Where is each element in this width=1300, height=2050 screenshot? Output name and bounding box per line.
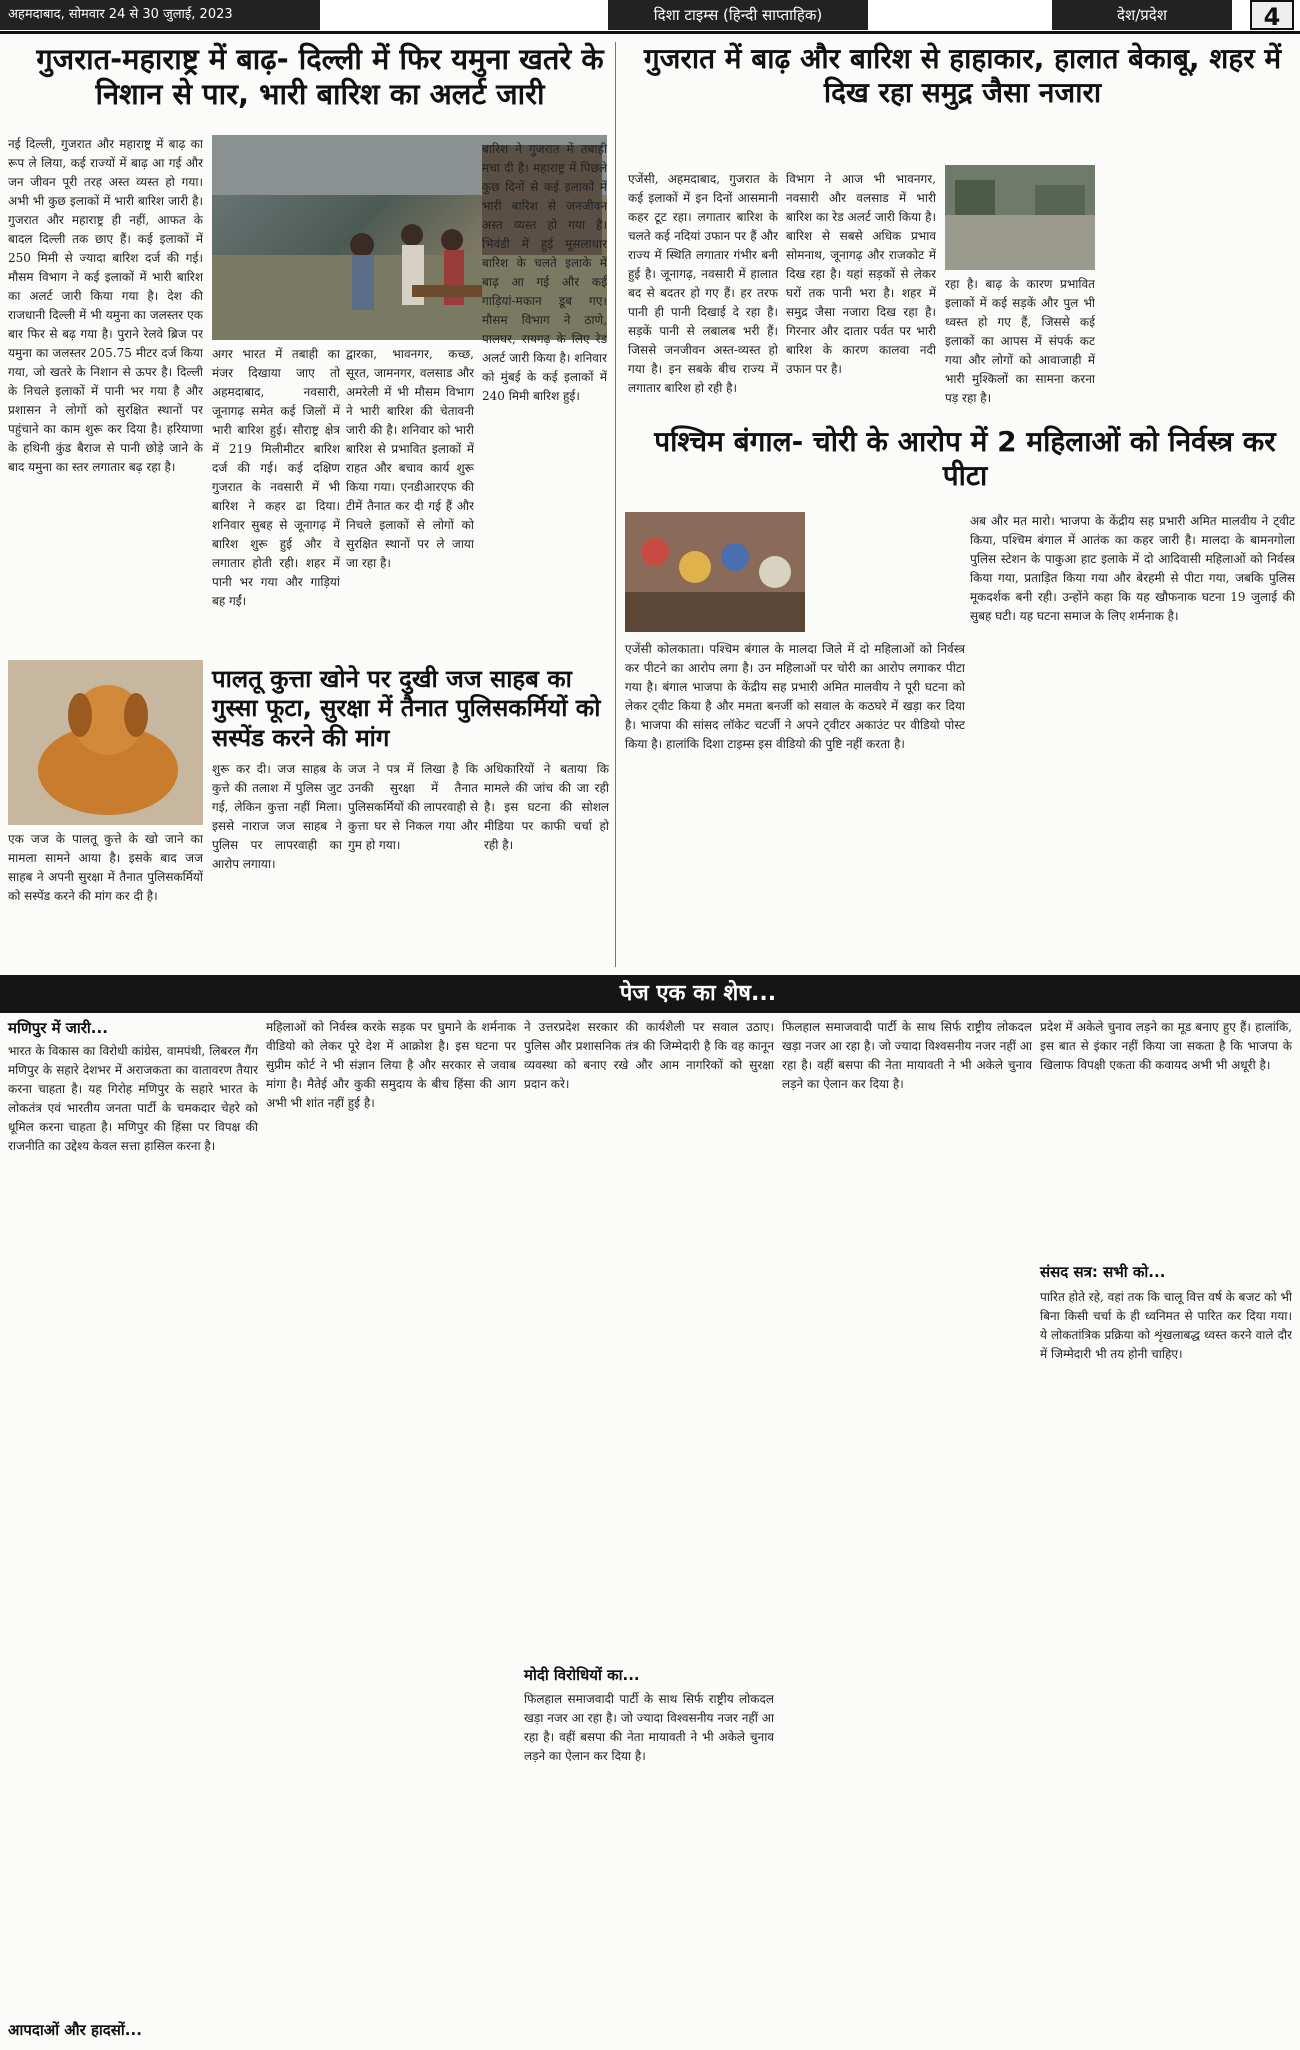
article-3-col-2: अब और मत मारो। भाजपा के केंद्रीय सह प्रभारी अमित मालवीय ने ट्वीट किया, पश्चिम बंगाल में आतंक का कहर जारी है। मालदा के बामनगोला पुलिस स्टेशन के पाकुआ हाट इलाके में दो आदिवासी महिलाओं को निर्वस्त्र किया गया, प्रताड़ित किया गया और बेरहमी से पीटा गया, जबकि पुलिस मूकदर्शक बनी रही। उन्होंने कहा कि यह खौफनाक घटना 19 जुलाई की सुबह घटी। यह घटना समाज के लिए शर्मनाक है। (970, 514, 1295, 623)
column-divider (615, 42, 616, 967)
dog-photo (8, 660, 203, 825)
article-3-headline: पश्चिम बंगाल- चोरी के आरोप में 2 महिलाओं को निर्वस्त्र कर पीटा (654, 425, 1276, 493)
article-2-col-2: विभाग ने आज भी भावनगर, नवसारी और वलसाड में भारी बारिश का रेड अलर्ट जारी किया है। बारिश से सबसे अधिक प्रभाव सोमनाथ, जूनागढ़ और राजकोट में दिख रहा है। यहां सड़कों से लेकर घरों तक पानी भरा है। शहर में समुद्र जैसा नजारा दिख रहा है। गिरनार और दातार पर्वत पर भारी बारिश के कारण कालवा नदी उफान पर है। (786, 172, 936, 376)
article-4-col-4: अधिकारियों ने बताया कि मामले की जांच की जा रही है। इस घटना की सोशल मीडिया पर काफी चर्चा हो रही है। (484, 762, 609, 852)
article-3-col-1: एजेंसी कोलकाता। पश्चिम बंगाल के मालदा जिले में दो महिलाओं को निर्वस्त्र कर पीटने का आरोप लगा है। उन महिलाओं पर चोरी का आरोप लगाकर पीटा गया है। बंगाल भाजपा के केंद्रीय सह प्रभारी अमित मालवीय ने पूरी घटना को लेकर ट्वीट किया है और ममता बनर्जी को सवाल के कठघरे में खड़ा कर दिया है। भाजपा की सांसद लॉकेट चटर्जी ने अपने ट्वीटर अकाउंट पर वीडियो पोस्ट किया है। हालांकि दिशा टाइम्स इस वीडियो की पुष्टि नहीं करता है। (625, 642, 965, 751)
continued-manipur-title: मणिपुर में जारी... (8, 1019, 108, 1037)
continued-col-4: फिलहाल समाजवादी पार्टी के साथ सिर्फ राष्ट्रीय लोकदल खड़ा नजर आ रहा है। जो ज्यादा विश्वसनीय नजर नहीं आ रहा है। वहीं बसपा की नेता मायावती ने भी अकेले चुनाव लड़ने का ऐलान कर दिया है। (782, 1020, 1032, 1091)
masthead-paper-name: दिशा टाइम्स (हिन्दी साप्ताहिक) (608, 0, 868, 30)
article-1-col-1: नई दिल्ली, गुजरात और महाराष्ट्र में बाढ़ का रूप ले लिया, कई राज्यों में बाढ़ आ गई और जन जीवन पूरी तरह अस्त व्यस्त हो गया। अभी भी कुछ इलाकों में भारी बारिश जारी है। गुजरात और महाराष्ट्र ही नहीं, आफत के बादल दिल्ली तक छाए हैं। कई इलाकों में 250 मिमी से ज्यादा बारिश दर्ज की गई। मौसम विभाग ने कई इलाकों में भारी बारिश का अलर्ट जारी किया गया है। देश की राजधानी दिल्ली में भी यमुना का जलस्तर एक बार फिर से बढ़ गया है। पुराने रेलवे ब्रिज पर यमुना का जलस्तर 205.75 मीटर दर्ज किया गया, जो खतरे के निशान से ऊपर है। दिल्ली के निचले इलाकों में पानी भर गया है और प्रशासन ने लोगों को सुरक्षित स्थानों पर पहुंचाने का काम शुरू कर दिया है। हरियाणा के हथिनी कुंड बैराज से पानी छोड़े जाने के बाद यमुना का स्तर लगातार बढ़ रहा है। (8, 137, 203, 474)
article-2-headline: गुजरात में बाढ़ और बारिश से हाहाकार, हालात बेकाबू, शहर में दिख रहा समुद्र जैसा नजारा (643, 42, 1282, 110)
continued-banner-label: पेज एक का शेष... (619, 981, 777, 1006)
continued-col-5: प्रदेश में अकेले चुनाव लड़ने का मूड बनाए हुए हैं। हालांकि, इस बात से इंकार नहीं किया जा सकता है कि भाजपा के खिलाफ विपक्षी एकता की कवायद अभी भी अधूरी है। (1040, 1020, 1292, 1072)
masthead-section: देश/प्रदेश (1052, 0, 1232, 30)
article-1-col-2: अगर भारत में तबाही का मंजर दिखाया जाए तो अहमदाबाद, नवसारी, जूनागढ़ समेत कई जिलों में भारी बारिश हुई। सौराष्ट्र क्षेत्र में 219 मिलीमीटर बारिश दर्ज की गई। कई दक्षिण गुजरात के नवसारी में भी बारिश ने कहर ढा दिया। शनिवार सुबह से जूनागढ़ में बारिश शुरू हुई और वे लगातार होती रही। शहर में पानी भर गया और गाड़ियां बह गईं। (212, 347, 340, 608)
article-4-col-3: जज ने पत्र में लिखा है कि उनकी सुरक्षा में तैनात पुलिसकर्मियों की लापरवाही से कुत्ता घर से निकल गया और गुम हो गया। (348, 762, 478, 852)
continued-disasters-title: आपदाओं और हादसों... (8, 2021, 142, 2039)
continued-parliament-text: पारित होते रहे, वहां तक कि चालू वित्त वर्ष के बजट को भी बिना किसी चर्चा के ही ध्वनिमत से पारित कर दिया गया। ये लोकतांत्रिक प्रक्रिया को शृंखलाबद्ध ध्वस्त करने वाले दौर में जिम्मेदारी भी तय होनी चाहिए। (1040, 1290, 1292, 1361)
continued-col-2: महिलाओं को निर्वस्त्र करके सड़क पर घुमाने के शर्मनाक वीडियो को लेकर पूरे देश में आक्रोश है। इस घटना पर सुप्रीम कोर्ट ने भी संज्ञान लिया है और सरकार से जवाब मांगा है। मैतेई और कुकी समुदाय के बीच हिंसा की आग अभी भी शांत नहीं हुई है। (266, 1020, 516, 1110)
continued-parliament-title: संसद सत्र: सभी को... (1040, 1263, 1166, 1281)
continued-modi-opponents-text: फिलहाल समाजवादी पार्टी के साथ सिर्फ राष्ट्रीय लोकदल खड़ा नजर आ रहा है। जो ज्यादा विश्वसनीय नजर नहीं आ रहा है। वहीं बसपा की नेता मायावती ने भी अकेले चुनाव लड़ने का ऐलान कर दिया है। (524, 1692, 774, 1763)
page-number: 4 (1250, 0, 1294, 30)
article-1-headline: गुजरात-महाराष्ट्र में बाढ़- दिल्ली में फिर यमुना खतरे के निशान से पार, भारी बारिश का अलर्ट जारी (36, 42, 604, 112)
article-4-col-1: एक जज के पालतू कुत्ते के खो जाने का मामला सामने आया है। इसके बाद जज साहब ने अपनी सुरक्षा में तैनात पुलिसकर्मियों को सस्पेंड करने की मांग कर दी है। (8, 832, 203, 903)
article-2-col-3: रहा है। बाढ़ के कारण प्रभावित इलाकों में कई सड़कें और पुल भी ध्वस्त हो गए हैं, जिससे कई इलाकों का आपस में संपर्क कट गया और लोगों को आवाजाही में भारी मुश्किलों का सामना करना पड़ रहा है। (945, 277, 1095, 405)
article-4-col-2: शुरू कर दी। जज साहब के कुत्ते की तलाश में पुलिस जुट गई, लेकिन कुत्ता नहीं मिला। इससे नाराज जज साहब ने पुलिस पर लापरवाही का आरोप लगाया। (212, 762, 342, 871)
crowd-photo (625, 512, 805, 632)
article-1-col-4: बारिश ने गुजरात में तबाही मचा दी है। महाराष्ट्र में पिछले कुछ दिनों से कई इलाकों में भारी बारिश से जनजीवन अस्त व्यस्त हो गया है। भिवंडी में हुई मूसलाधार बारिश के चलते इलाके में बाढ़ आ गई और कई गाड़ियां-मकान डूब गए। मौसम विभाग ने ठाणे, पालघर, रायगढ़ के लिए रेड अलर्ट जारी किया है। शनिवार को मुंबई के कई इलाकों में 240 मिमी बारिश हुई। (482, 142, 607, 403)
continued-modi-opponents-title: मोदी विरोधियों का... (524, 1666, 640, 1684)
masthead-date: अहमदाबाद, सोमवार 24 से 30 जुलाई, 2023 (0, 0, 320, 30)
continued-col-3: ने उत्तरप्रदेश सरकार की कार्यशैली पर सवाल उठाए। पुलिस और प्रशासनिक तंत्र की जिम्मेदारी है कि वह कानून व्यवस्था को बनाए रखे और आम नागरिकों को सुरक्षा प्रदान करे। (524, 1020, 774, 1091)
article-1-col-3: द्वारका, भावनगर, कच्छ, सूरत, जामनगर, वलसाड और अमरेली में भी मौसम विभाग ने भारी बारिश की चेतावनी जारी की है। शनिवार को भारी बारिश से प्रभावित इलाकों में राहत और बचाव कार्य शुरू किया गया। एनडीआरएफ की टीमें तैनात कर दी गई हैं और निचले इलाकों से लोगों को सुरक्षित स्थानों पर ले जाया जा रहा है। (346, 347, 474, 570)
continued-manipur-text: भारत के विकास का विरोधी कांग्रेस, वामपंथी, लिबरल गैंग मणिपुर के सहारे देशभर में अराजकता का वातावरण तैयार करना चाहता है। यह गिरोह मणिपुर के सहारे भारत के लोकतंत्र एवं भारतीय जनता पार्टी के चमकदार चेहरे को धूमिल करना चाहता है। मणिपुर की हिंसा पर विपक्ष की राजनीति का उद्देश्य केवल सत्ता हासिल करना है। (8, 1044, 258, 1153)
article-4-headline: पालतू कुत्ता खोने पर दुखी जज साहब का गुस्सा फूटा, सुरक्षा में तैनात पुलिसकर्मियों को सस्पेंड करने की मांग (212, 665, 601, 752)
article-2-col-1: एजेंसी, अहमदाबाद, गुजरात के कई इलाकों में इन दिनों आसमानी कहर टूट रहा। लगातार बारिश के चलते कई नदियां उफान पर हैं और राज्य में स्थिति लगातार गंभीर बनी हुई है। जूनागढ़, नवसारी में हालात बद से बदतर हो गए हैं। हर तरफ पानी ही पानी दिखाई दे रहा है। सड़कें पानी से लबालब भरी हैं। जिससे जनजीवन अस्त-व्यस्त हो गया है। इन सबके बीच राज्य में लगातार बारिश हो रही है। (628, 172, 778, 395)
city-flood-photo (945, 165, 1095, 270)
